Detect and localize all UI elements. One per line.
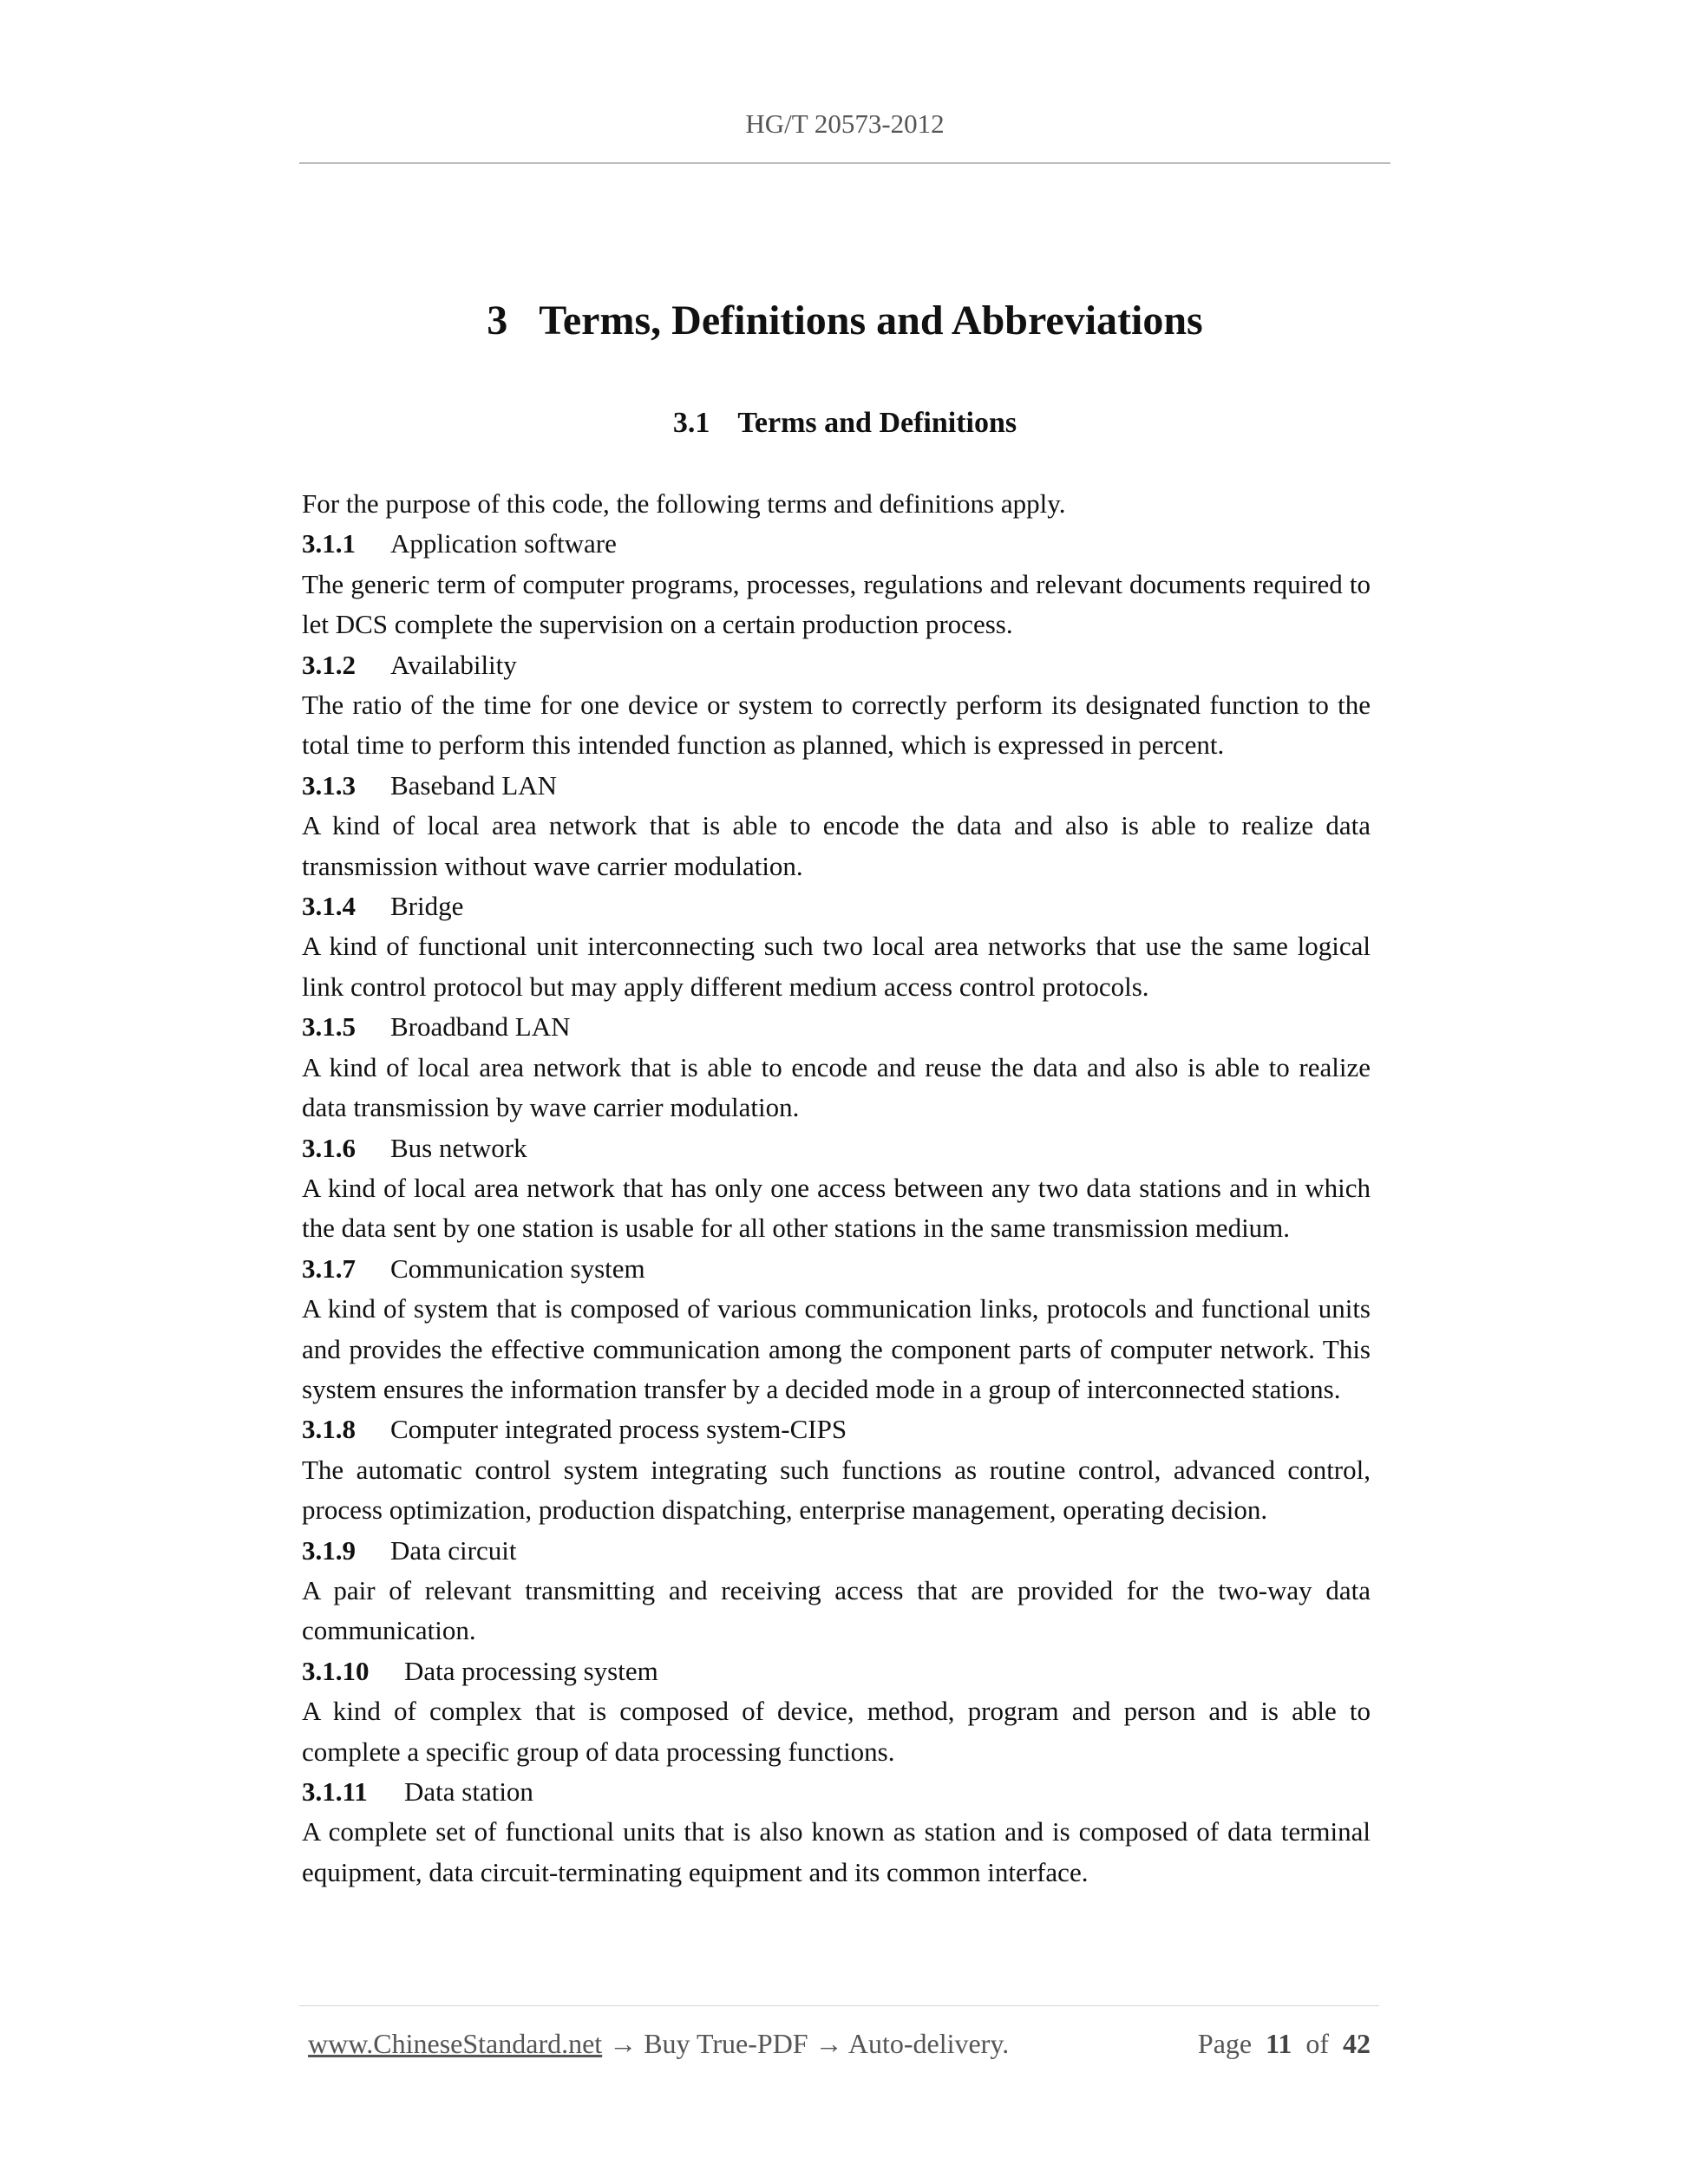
term-definition: A kind of local area network that has only one access between any two data stations and in which the data sent by one station is usable for all other stations in the same transmission medium. <box>302 1172 1371 1244</box>
term-heading <box>302 645 1371 685</box>
chapter-title-text: Terms, Definitions and Abbreviations <box>539 298 1203 343</box>
term-name: Application software <box>390 528 617 559</box>
term-name: Computer integrated process system-CIPS <box>390 1414 847 1445</box>
term-name: Bridge <box>390 891 464 922</box>
header-divider <box>299 162 1390 164</box>
term-definition: A pair of relevant transmitting and receiving access that are provided for the two-way data communication. <box>302 1574 1371 1646</box>
chapter-number: 3 <box>487 298 508 343</box>
page-number: 11 <box>1266 2028 1292 2059</box>
section-title <box>299 404 1390 442</box>
term-name: Data circuit <box>390 1534 517 1566</box>
buy-true-pdf-text: Buy True-PDF <box>644 2028 808 2059</box>
term-heading <box>302 524 1371 564</box>
page-indicator <box>1198 2026 1371 2061</box>
term-definition: A kind of local area network that is able to encode and reuse the data and also is able to realize data transmission by wave carrier modulation. <box>302 1051 1371 1123</box>
footer-divider <box>299 2005 1379 2006</box>
of-label: of <box>1305 2028 1329 2059</box>
term-heading <box>302 1531 1371 1571</box>
chapter-title <box>299 295 1390 347</box>
term-definition: The ratio of the time for one device or system to correctly perform its designated function to the total time to perform this intended function as planned, which is expressed in percent. <box>302 690 1371 761</box>
section-number: 3.1 <box>672 407 710 439</box>
term-heading <box>302 1007 1371 1047</box>
term-heading <box>302 886 1371 926</box>
terms-list <box>302 524 1371 1893</box>
page-total: 42 <box>1343 2028 1371 2059</box>
term-name: Availability <box>390 649 517 680</box>
term-heading <box>302 1651 1371 1691</box>
arrow-right-icon: → <box>815 2028 843 2059</box>
term-number: 3.1.7 <box>302 1252 356 1284</box>
term-definition: A complete set of functional units that is also known as station and is composed of data terminal equipment, data circuit-terminating equipment and its common interface. <box>302 1816 1371 1887</box>
term-name: Bus network <box>390 1132 527 1163</box>
page-label: Page <box>1197 2028 1253 2059</box>
term-definition: A kind of system that is composed of various communication links, protocols and functional units and provides the effective communication among the component parts of computer network. This system ensures the information transfer by a decided mode in a group of interconnected stations. <box>302 1293 1371 1404</box>
term-heading <box>302 1249 1371 1289</box>
section-title-text: Terms and Definitions <box>737 407 1017 439</box>
term-number: 3.1.10 <box>302 1655 370 1686</box>
arrow-right-icon: → <box>609 2028 638 2059</box>
term-definition: A kind of complex that is composed of device, method, program and person and is able to complete a specific group of data processing functions. <box>302 1696 1371 1767</box>
term-name: Communication system <box>390 1252 645 1284</box>
term-number: 3.1.11 <box>302 1776 368 1807</box>
page-header-doc-id: HG/T 20573-2012 <box>745 108 945 139</box>
auto-delivery-text: Auto-delivery. <box>847 2028 1010 2059</box>
term-number: 3.1.1 <box>302 528 356 559</box>
document-body <box>302 484 1371 1893</box>
term-heading <box>302 1409 1371 1449</box>
term-definition: A kind of functional unit interconnecting such two local area networks that use the same logical link control protocol but may apply different medium access control protocols. <box>302 931 1371 1002</box>
term-name: Data processing system <box>404 1655 658 1686</box>
term-number: 3.1.2 <box>302 649 356 680</box>
term-definition: The automatic control system integrating such functions as routine control, advanced control, process optimization, production dispatching, enterprise management, operating decision. <box>302 1454 1371 1526</box>
term-heading <box>302 1772 1371 1812</box>
term-number: 3.1.3 <box>302 769 356 801</box>
chinese-standard-link[interactable]: www.ChineseStandard.net <box>308 2028 603 2059</box>
term-number: 3.1.4 <box>302 891 356 922</box>
term-definition: A kind of local area network that is able to encode the data and also is able to realize data transmission without wave carrier modulation. <box>302 810 1371 881</box>
term-number: 3.1.5 <box>302 1011 356 1043</box>
term-heading <box>302 766 1371 806</box>
term-definition: The generic term of computer programs, processes, regulations and relevant documents required to let DCS complete the supervision on a certain production process. <box>302 568 1371 640</box>
term-heading <box>302 1128 1371 1168</box>
term-number: 3.1.8 <box>302 1414 356 1445</box>
term-name: Data station <box>404 1776 533 1807</box>
intro-paragraph: For the purpose of this code, the following terms and definitions apply. <box>302 488 1066 519</box>
term-number: 3.1.6 <box>302 1132 356 1163</box>
term-name: Baseband LAN <box>390 769 557 801</box>
term-number: 3.1.9 <box>302 1534 356 1566</box>
term-name: Broadband LAN <box>390 1011 571 1043</box>
footer-promo <box>308 2026 1009 2061</box>
